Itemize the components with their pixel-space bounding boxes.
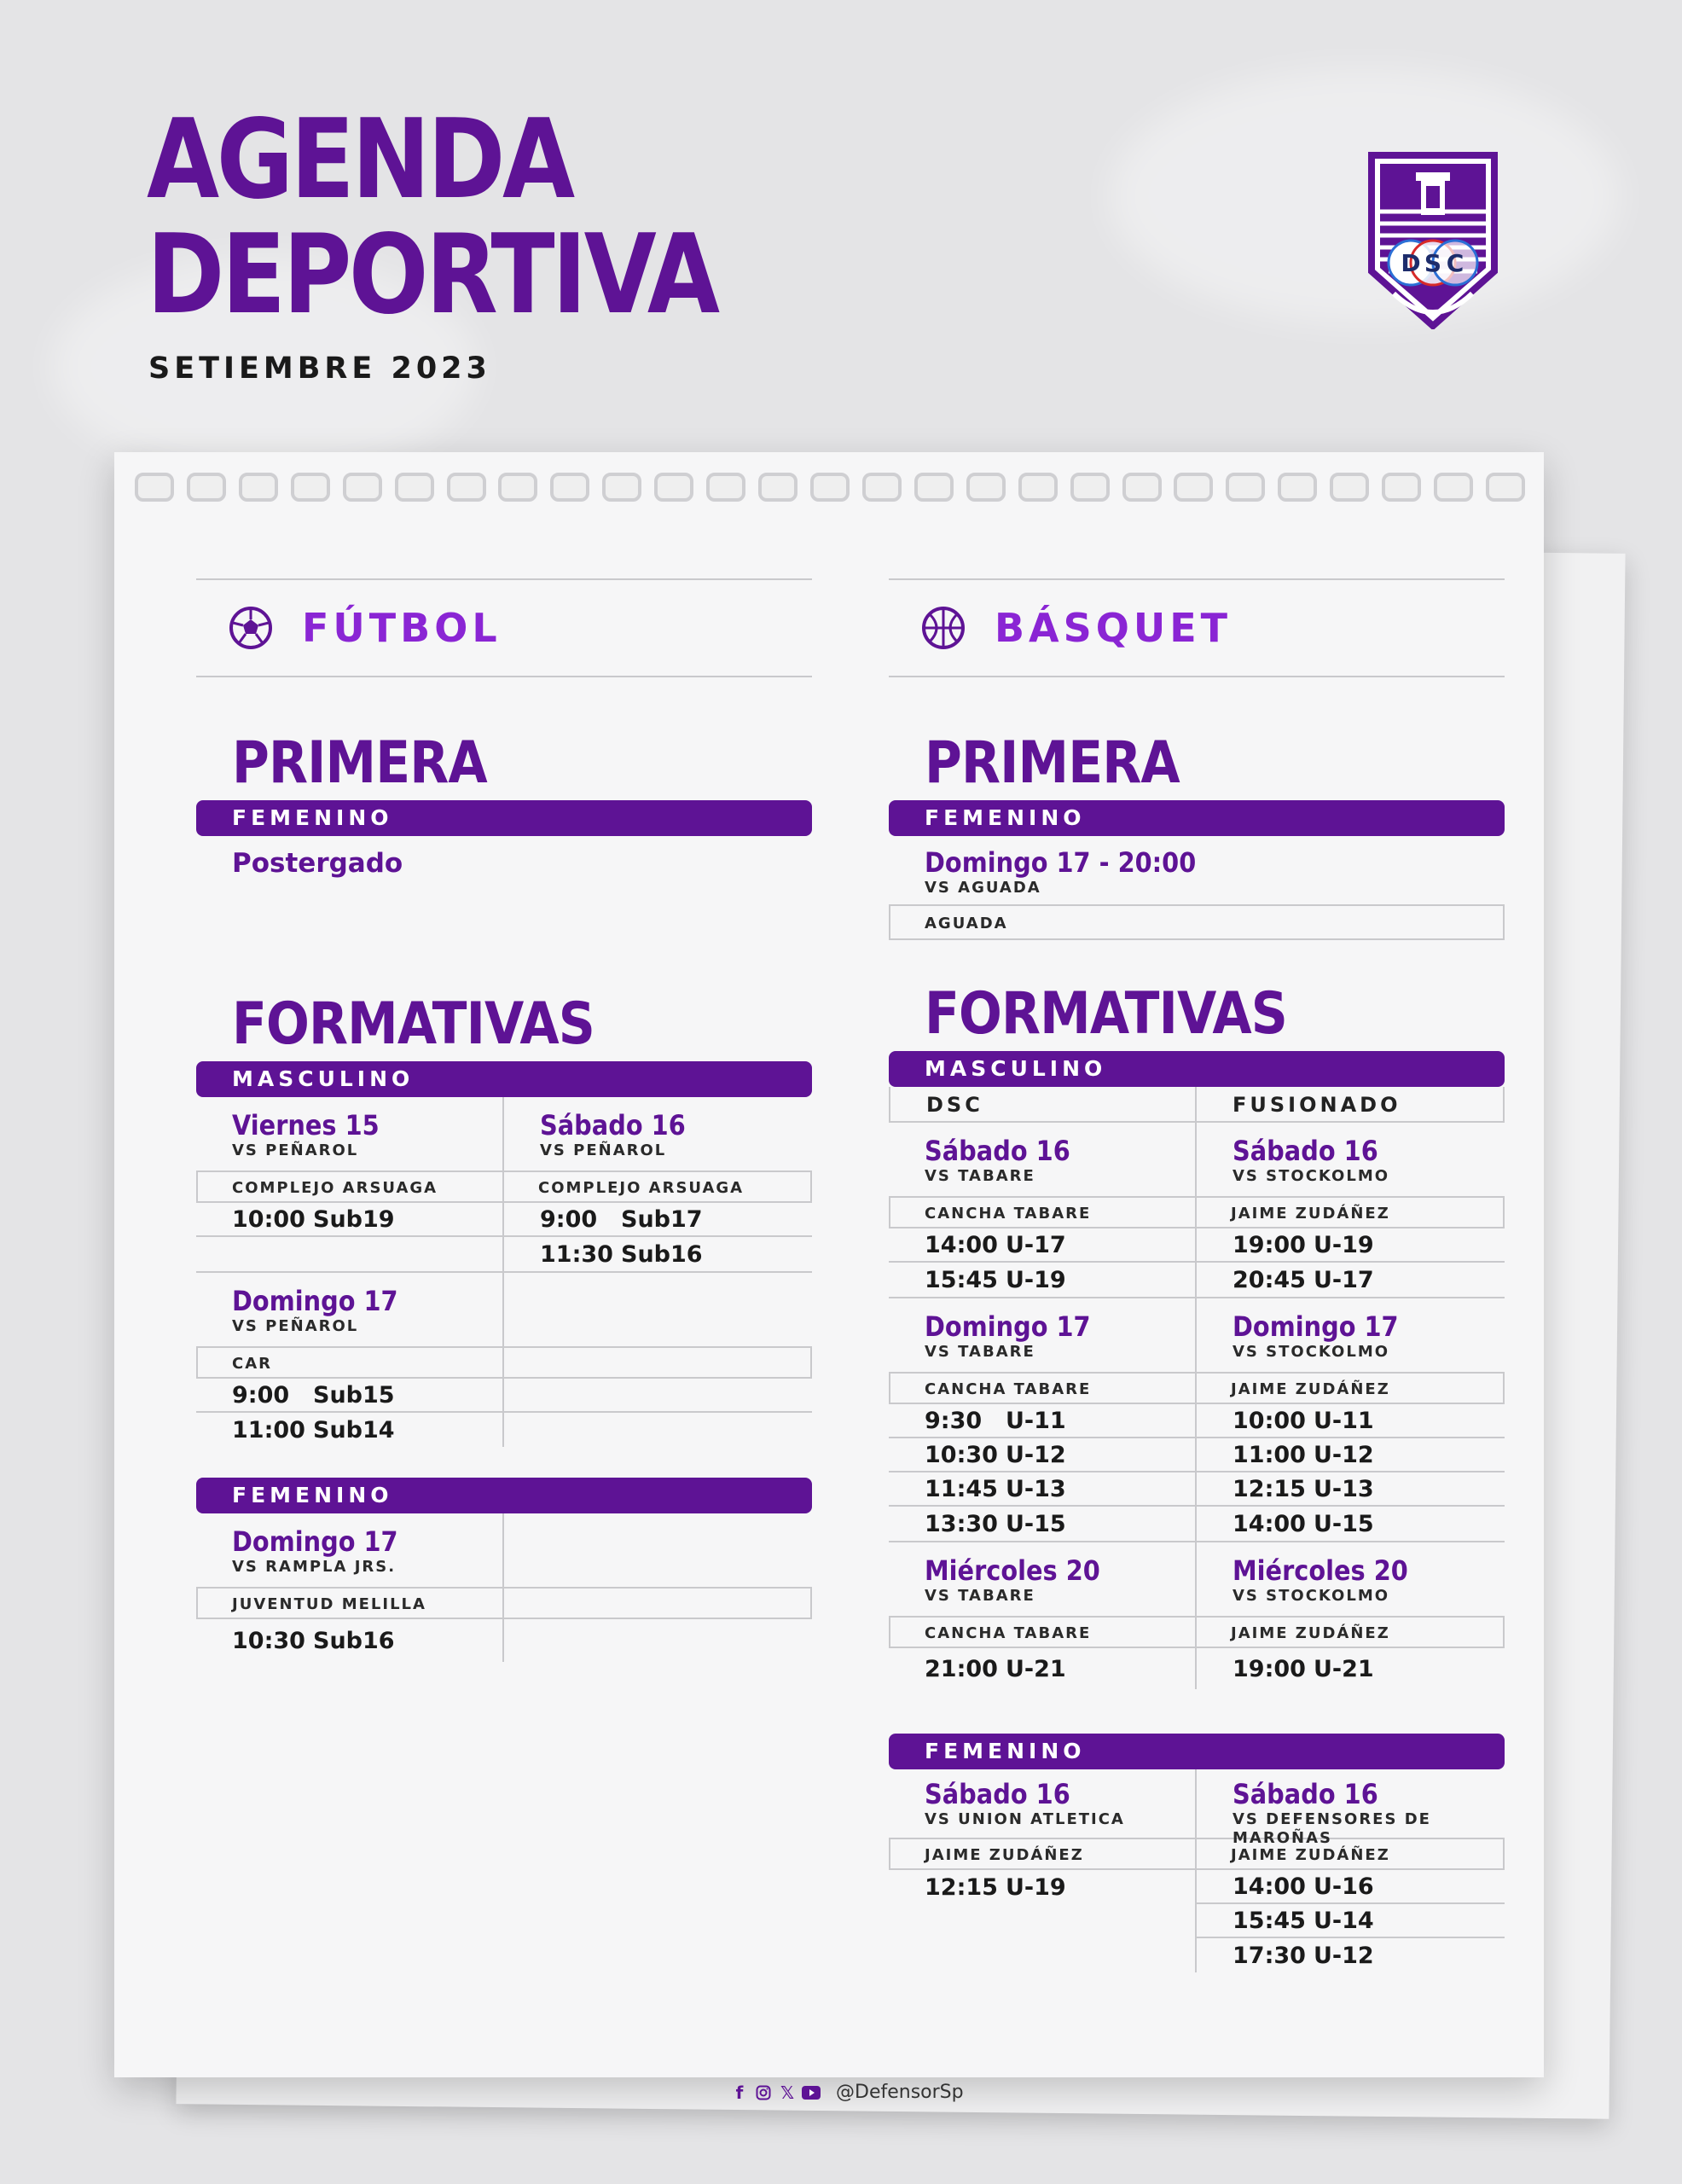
time: 10:30	[925, 1441, 998, 1468]
time: 19:00	[1232, 1231, 1306, 1258]
soccer-ball-icon	[229, 606, 273, 650]
crest-letter-s: S	[1424, 249, 1442, 277]
category: U-11	[1006, 1407, 1066, 1434]
basquet-column	[889, 578, 1505, 1972]
empty-cell	[504, 1513, 812, 1662]
category: U-12	[1006, 1441, 1066, 1468]
empty-cell	[504, 1273, 812, 1447]
category: U-21	[1006, 1655, 1066, 1682]
futbol-primera-heading: PRIMERA	[232, 729, 487, 797]
match-venue: COMPLEJO ARSUAGA	[196, 1170, 502, 1203]
futbol-primera-femenino-bar: FEMENINO	[196, 800, 812, 836]
category: U-16	[1314, 1873, 1374, 1900]
category: U-19	[1006, 1266, 1066, 1293]
match-date: Miércoles 20	[1232, 1554, 1408, 1587]
match-card-femenino-domingo	[196, 1513, 504, 1662]
futbol-formativas-heading: FORMATIVAS	[232, 990, 594, 1058]
match-card	[1197, 1123, 1505, 1297]
match-card	[889, 1769, 1197, 1972]
time-row	[1197, 1404, 1505, 1438]
time: 17:30	[1232, 1942, 1306, 1969]
match-venue: JUVENTUD MELILLA	[196, 1587, 502, 1619]
match-venue: JAIME ZUDÁÑEZ	[1197, 1196, 1505, 1228]
time-row-empty	[196, 1237, 502, 1271]
match-date: Domingo 17	[232, 1525, 398, 1558]
category: U-12	[1314, 1942, 1374, 1969]
instagram-icon[interactable]	[754, 2083, 773, 2102]
time-row	[889, 1438, 1195, 1472]
time: 9:00	[540, 1205, 598, 1233]
time: 21:00	[925, 1655, 998, 1682]
facebook-icon[interactable]: f	[735, 2082, 744, 2103]
category: U-13	[1314, 1475, 1374, 1502]
time-row	[1197, 1870, 1505, 1904]
match-card	[1197, 1542, 1505, 1689]
dsc-crest-logo	[1368, 152, 1498, 329]
match-venue: JAIME ZUDÁÑEZ	[1197, 1372, 1505, 1404]
match-card	[1197, 1298, 1505, 1541]
match-opponent: VS STOCKOLMO	[1232, 1343, 1390, 1361]
match-opponent: VS PEÑAROL	[232, 1317, 359, 1335]
match-opponent: VS PEÑAROL	[232, 1141, 359, 1159]
time-row	[889, 1263, 1195, 1297]
match-opponent: VS RAMPLA JRS.	[232, 1558, 397, 1576]
time-row	[196, 1413, 502, 1447]
futbol-femenino-bar: FEMENINO	[196, 1478, 812, 1513]
time-row	[1197, 1228, 1505, 1263]
match-venue: CANCHA TABARE	[889, 1616, 1195, 1648]
title-line-1: AGENDA	[147, 96, 572, 224]
match-venue: JAIME ZUDÁÑEZ	[889, 1838, 1195, 1870]
match-venue: AGUADA	[889, 904, 1505, 940]
time: 10:00	[1232, 1407, 1306, 1434]
time-row	[889, 1404, 1195, 1438]
match-date: Sábado 16	[925, 1135, 1070, 1167]
match-date: Sábado 16	[1232, 1135, 1378, 1167]
time: 15:45	[1232, 1907, 1306, 1934]
category: U-15	[1006, 1510, 1066, 1537]
futbol-primera-status: Postergado	[232, 848, 403, 879]
basquet-header	[889, 578, 1505, 677]
time-row	[196, 1379, 502, 1413]
time-row	[889, 1228, 1195, 1263]
match-opponent: VS TABARE	[925, 1587, 1035, 1605]
basquet-femenino-grid	[889, 1769, 1505, 1972]
category: U-14	[1314, 1907, 1374, 1934]
time-row	[196, 1203, 502, 1237]
time-row	[889, 1870, 1195, 1904]
match-opponent: VS PEÑAROL	[540, 1141, 667, 1159]
category: U-12	[1314, 1441, 1374, 1468]
page-subtitle: SETIEMBRE 2023	[148, 351, 491, 386]
category: U-17	[1314, 1266, 1374, 1293]
page-title	[147, 96, 810, 339]
futbol-header	[196, 578, 812, 677]
basquet-masc-miercoles	[889, 1542, 1505, 1689]
basquet-masc-domingo	[889, 1298, 1505, 1541]
category: U-15	[1314, 1510, 1374, 1537]
time: 14:00	[925, 1231, 998, 1258]
basquet-masculino-bar: MASCULINO	[889, 1051, 1505, 1087]
match-venue: CANCHA TABARE	[889, 1372, 1195, 1404]
category: Sub15	[313, 1381, 395, 1409]
basketball-icon	[921, 606, 966, 650]
match-opponent: VS UNION ATLETICA	[925, 1810, 1125, 1828]
match-date: Miércoles 20	[925, 1554, 1100, 1587]
time-row	[196, 1619, 502, 1662]
match-venue: COMPLEJO ARSUAGA	[504, 1170, 812, 1203]
category: U-17	[1006, 1231, 1066, 1258]
time: 14:00	[1232, 1873, 1306, 1900]
time: 13:30	[925, 1510, 998, 1537]
title-line-2: DEPORTIVA	[147, 212, 717, 339]
match-card	[889, 1298, 1197, 1541]
category: Sub19	[313, 1205, 395, 1233]
futbol-femenino-grid	[196, 1513, 812, 1662]
column-header-dsc: DSC	[890, 1087, 1195, 1123]
basquet-col-headers	[889, 1087, 1505, 1123]
schedule-paper	[114, 452, 1544, 2077]
youtube-icon[interactable]	[802, 2083, 821, 2102]
time-row	[504, 1203, 812, 1237]
match-venue: JAIME ZUDÁÑEZ	[1197, 1616, 1505, 1648]
time: 19:00	[1232, 1655, 1306, 1682]
match-opponent: VS TABARE	[925, 1167, 1035, 1185]
futbol-column	[196, 578, 812, 1662]
futbol-masculino-bar: MASCULINO	[196, 1061, 812, 1097]
time-row	[1197, 1938, 1505, 1972]
match-opponent: VS TABARE	[925, 1343, 1035, 1361]
time: 12:15	[925, 1873, 998, 1901]
time: 11:00	[232, 1416, 305, 1443]
match-date: Domingo 17	[925, 1310, 1091, 1343]
time: 12:15	[1232, 1475, 1306, 1502]
match-card	[1197, 1769, 1505, 1972]
time: 14:00	[1232, 1510, 1306, 1537]
time-row	[1197, 1438, 1505, 1472]
basquet-primera-heading: PRIMERA	[925, 729, 1180, 797]
time: 9:30	[925, 1407, 983, 1434]
match-date: Sábado 16	[540, 1109, 686, 1141]
category: U-11	[1314, 1407, 1374, 1434]
category: U-21	[1314, 1655, 1374, 1682]
match-opponent: VS DEFENSORES DE MAROÑAS	[1232, 1810, 1431, 1847]
time: 15:45	[925, 1266, 998, 1293]
time-row	[504, 1237, 812, 1271]
time: 10:00	[232, 1205, 305, 1233]
category: U-19	[1314, 1231, 1374, 1258]
time: 10:30	[232, 1627, 305, 1654]
match-venue: JAIME ZUDÁÑEZ	[1197, 1838, 1505, 1870]
primera-match	[889, 836, 1505, 904]
match-date: Domingo 17 - 20:00	[925, 846, 1197, 879]
time-row	[889, 1472, 1195, 1507]
binder-holes	[135, 473, 1525, 515]
category: Sub16	[313, 1627, 395, 1654]
match-venue: CAR	[196, 1346, 502, 1379]
x-icon[interactable]: 𝕏	[780, 2082, 795, 2103]
match-date: Domingo 17	[1232, 1310, 1399, 1343]
time-row	[889, 1507, 1195, 1541]
time-row	[1197, 1648, 1505, 1689]
futbol-masculino-grid-2	[196, 1273, 812, 1447]
time: 20:45	[1232, 1266, 1306, 1293]
basquet-formativas-heading: FORMATIVAS	[925, 980, 1287, 1048]
category: U-19	[1006, 1873, 1066, 1901]
match-card-sabado	[504, 1097, 812, 1271]
futbol-title: FÚTBOL	[302, 605, 502, 651]
time: 11:00	[1232, 1441, 1306, 1468]
social-handle[interactable]: @DefensorSp	[836, 2082, 964, 2103]
match-card-viernes	[196, 1097, 504, 1271]
match-date: Domingo 17	[232, 1285, 398, 1317]
match-card	[889, 1123, 1197, 1297]
category: Sub16	[621, 1240, 703, 1268]
futbol-masculino-grid	[196, 1097, 812, 1271]
social-footer	[730, 2082, 964, 2103]
crest-letter-d: D	[1401, 249, 1421, 277]
basquet-title: BÁSQUET	[995, 605, 1232, 651]
time-row	[1197, 1472, 1505, 1507]
match-opponent: VS AGUADA	[925, 879, 1041, 897]
column-header-fusionado: FUSIONADO	[1197, 1087, 1503, 1123]
match-date: Sábado 16	[1232, 1778, 1378, 1810]
match-opponent: VS STOCKOLMO	[1232, 1167, 1390, 1185]
time-row	[1197, 1263, 1505, 1297]
match-date: Sábado 16	[925, 1778, 1070, 1810]
time: 11:45	[925, 1475, 998, 1502]
basquet-masc-sabado	[889, 1123, 1505, 1297]
time: 9:00	[232, 1381, 290, 1409]
bg-texture	[1109, 68, 1621, 324]
basquet-femenino-bar: FEMENINO	[889, 1734, 1505, 1769]
category: Sub17	[621, 1205, 703, 1233]
time-row	[889, 1648, 1195, 1689]
basquet-primera-femenino-bar: FEMENINO	[889, 800, 1505, 836]
crest-letter-c: C	[1446, 249, 1464, 277]
match-card-domingo	[196, 1273, 504, 1447]
time: 11:30	[540, 1240, 613, 1268]
match-opponent: VS STOCKOLMO	[1232, 1587, 1390, 1605]
time-row	[1197, 1507, 1505, 1541]
match-card	[889, 1542, 1197, 1689]
category: U-13	[1006, 1475, 1066, 1502]
time-row	[1197, 1904, 1505, 1938]
match-venue: CANCHA TABARE	[889, 1196, 1195, 1228]
match-date: Viernes 15	[232, 1109, 380, 1141]
category: Sub14	[313, 1416, 395, 1443]
